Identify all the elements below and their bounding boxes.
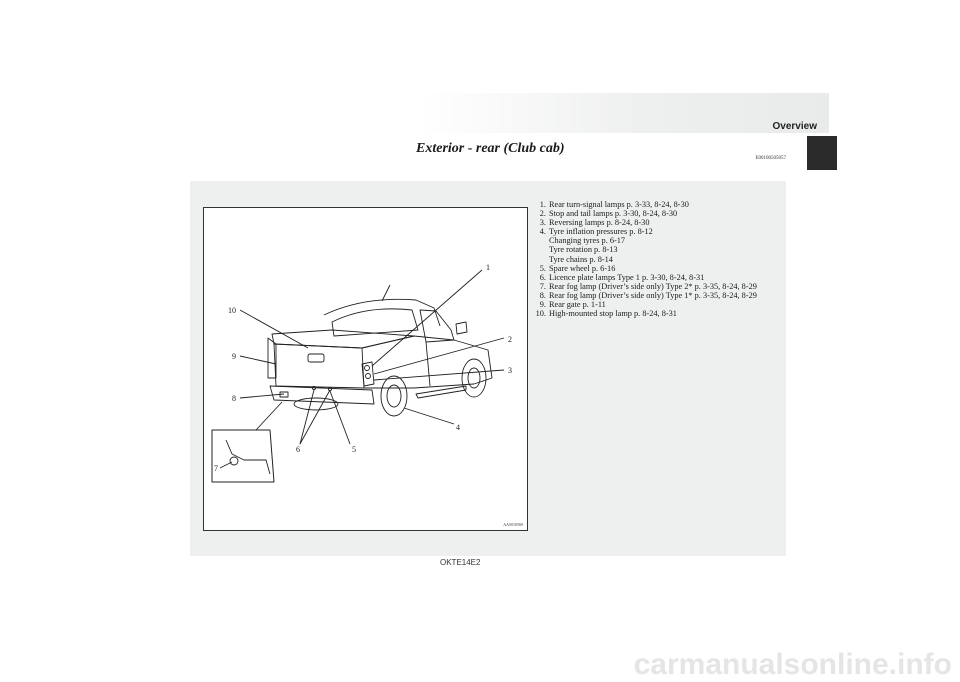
list-item-number: 4. <box>539 227 546 237</box>
rear-wheel <box>381 376 407 416</box>
inset-box <box>212 430 274 482</box>
section-label: Overview <box>772 121 817 132</box>
callout-1: 1 <box>486 263 490 272</box>
callout-3: 3 <box>508 366 512 375</box>
list-item <box>537 291 782 300</box>
spare-wheel <box>294 398 338 410</box>
list-item-number: 3. <box>539 218 546 228</box>
list-item-subtext: Tyre chains p. 8-14 <box>549 254 613 264</box>
thumb-tab <box>807 136 837 170</box>
figure-code: AA5010569 <box>503 522 523 527</box>
vehicle-rear-illustration <box>203 207 528 531</box>
watermark: carmanualsonline.info <box>633 648 952 681</box>
list-item-number: 7. <box>539 281 546 291</box>
door-line <box>426 342 430 386</box>
list-item-text: Rear fog lamp (Driver’s side only) Type 1* p. 3-35, 8-24, 8-29 <box>549 290 757 300</box>
list-item-subtext: Tyre rotation p. 8-13 <box>549 245 618 255</box>
header-band <box>416 93 829 133</box>
list-item-text: High-mounted stop lamp p. 8-24, 8-31 <box>549 309 677 319</box>
list-item <box>537 273 782 282</box>
list-item-number: 1. <box>539 200 546 209</box>
list-item-number: 6. <box>539 272 546 282</box>
list-item <box>537 218 782 227</box>
tailgate-handle <box>308 354 324 362</box>
rear-window <box>332 309 418 336</box>
callout-8: 8 <box>232 394 236 403</box>
callout-6: 6 <box>296 445 300 454</box>
list-item-number: 2. <box>539 209 546 219</box>
side-body <box>362 336 492 388</box>
page-code: E00100505057 <box>755 156 786 161</box>
list-item-text: Rear turn-signal lamps p. 3-33, 8-24, 8-30 <box>549 200 689 209</box>
list-item-number: 5. <box>539 263 546 273</box>
list-item <box>537 309 782 318</box>
list-item <box>537 300 782 309</box>
list-item-text: Rear fog lamp (Driver’s side only) Type 2* p. 3-35, 8-24, 8-29 <box>549 281 757 291</box>
list-item <box>537 282 782 291</box>
list-item-number: 9. <box>539 300 546 310</box>
callout-7: 7 <box>214 464 218 473</box>
list-item-text: Stop and tail lamps p. 3-30, 8-24, 8-30 <box>549 209 678 219</box>
callout-2: 2 <box>508 335 512 344</box>
footer-code: OKTE14E2 <box>440 558 481 567</box>
list-item <box>537 264 782 273</box>
list-item-number: 8. <box>539 290 546 300</box>
callout-10: 10 <box>228 306 236 315</box>
list-item <box>537 200 782 209</box>
page-title: Exterior - rear (Club cab) <box>416 141 565 156</box>
antenna-line <box>382 285 390 301</box>
callout-5: 5 <box>352 445 356 454</box>
list-item-text: Licence plate lamps Type 1 p. 3-30, 8-24, 8-31 <box>549 272 705 282</box>
front-wheel <box>462 359 486 397</box>
list-item-text: Spare wheel p. 6-16 <box>549 263 616 273</box>
list-item <box>537 227 782 263</box>
parts-list <box>537 200 782 318</box>
pickup-truck-drawing <box>204 208 527 530</box>
list-item-text: Tyre inflation pressures p. 8-12 <box>549 227 653 237</box>
rear-bumper <box>270 386 374 404</box>
tailgate <box>274 344 364 388</box>
list-item-subtext: Changing tyres p. 6-17 <box>549 236 626 246</box>
inset-fog-lamp <box>230 457 238 465</box>
side-mirror <box>456 322 467 334</box>
list-item-text: Reversing lamps p. 8-24, 8-30 <box>549 218 650 228</box>
list-item-number: 10. <box>535 309 546 319</box>
callout-4: 4 <box>456 423 460 432</box>
list-item-text: Rear gate p. 1-11 <box>549 300 606 310</box>
list-item <box>537 209 782 218</box>
callout-9: 9 <box>232 352 236 361</box>
